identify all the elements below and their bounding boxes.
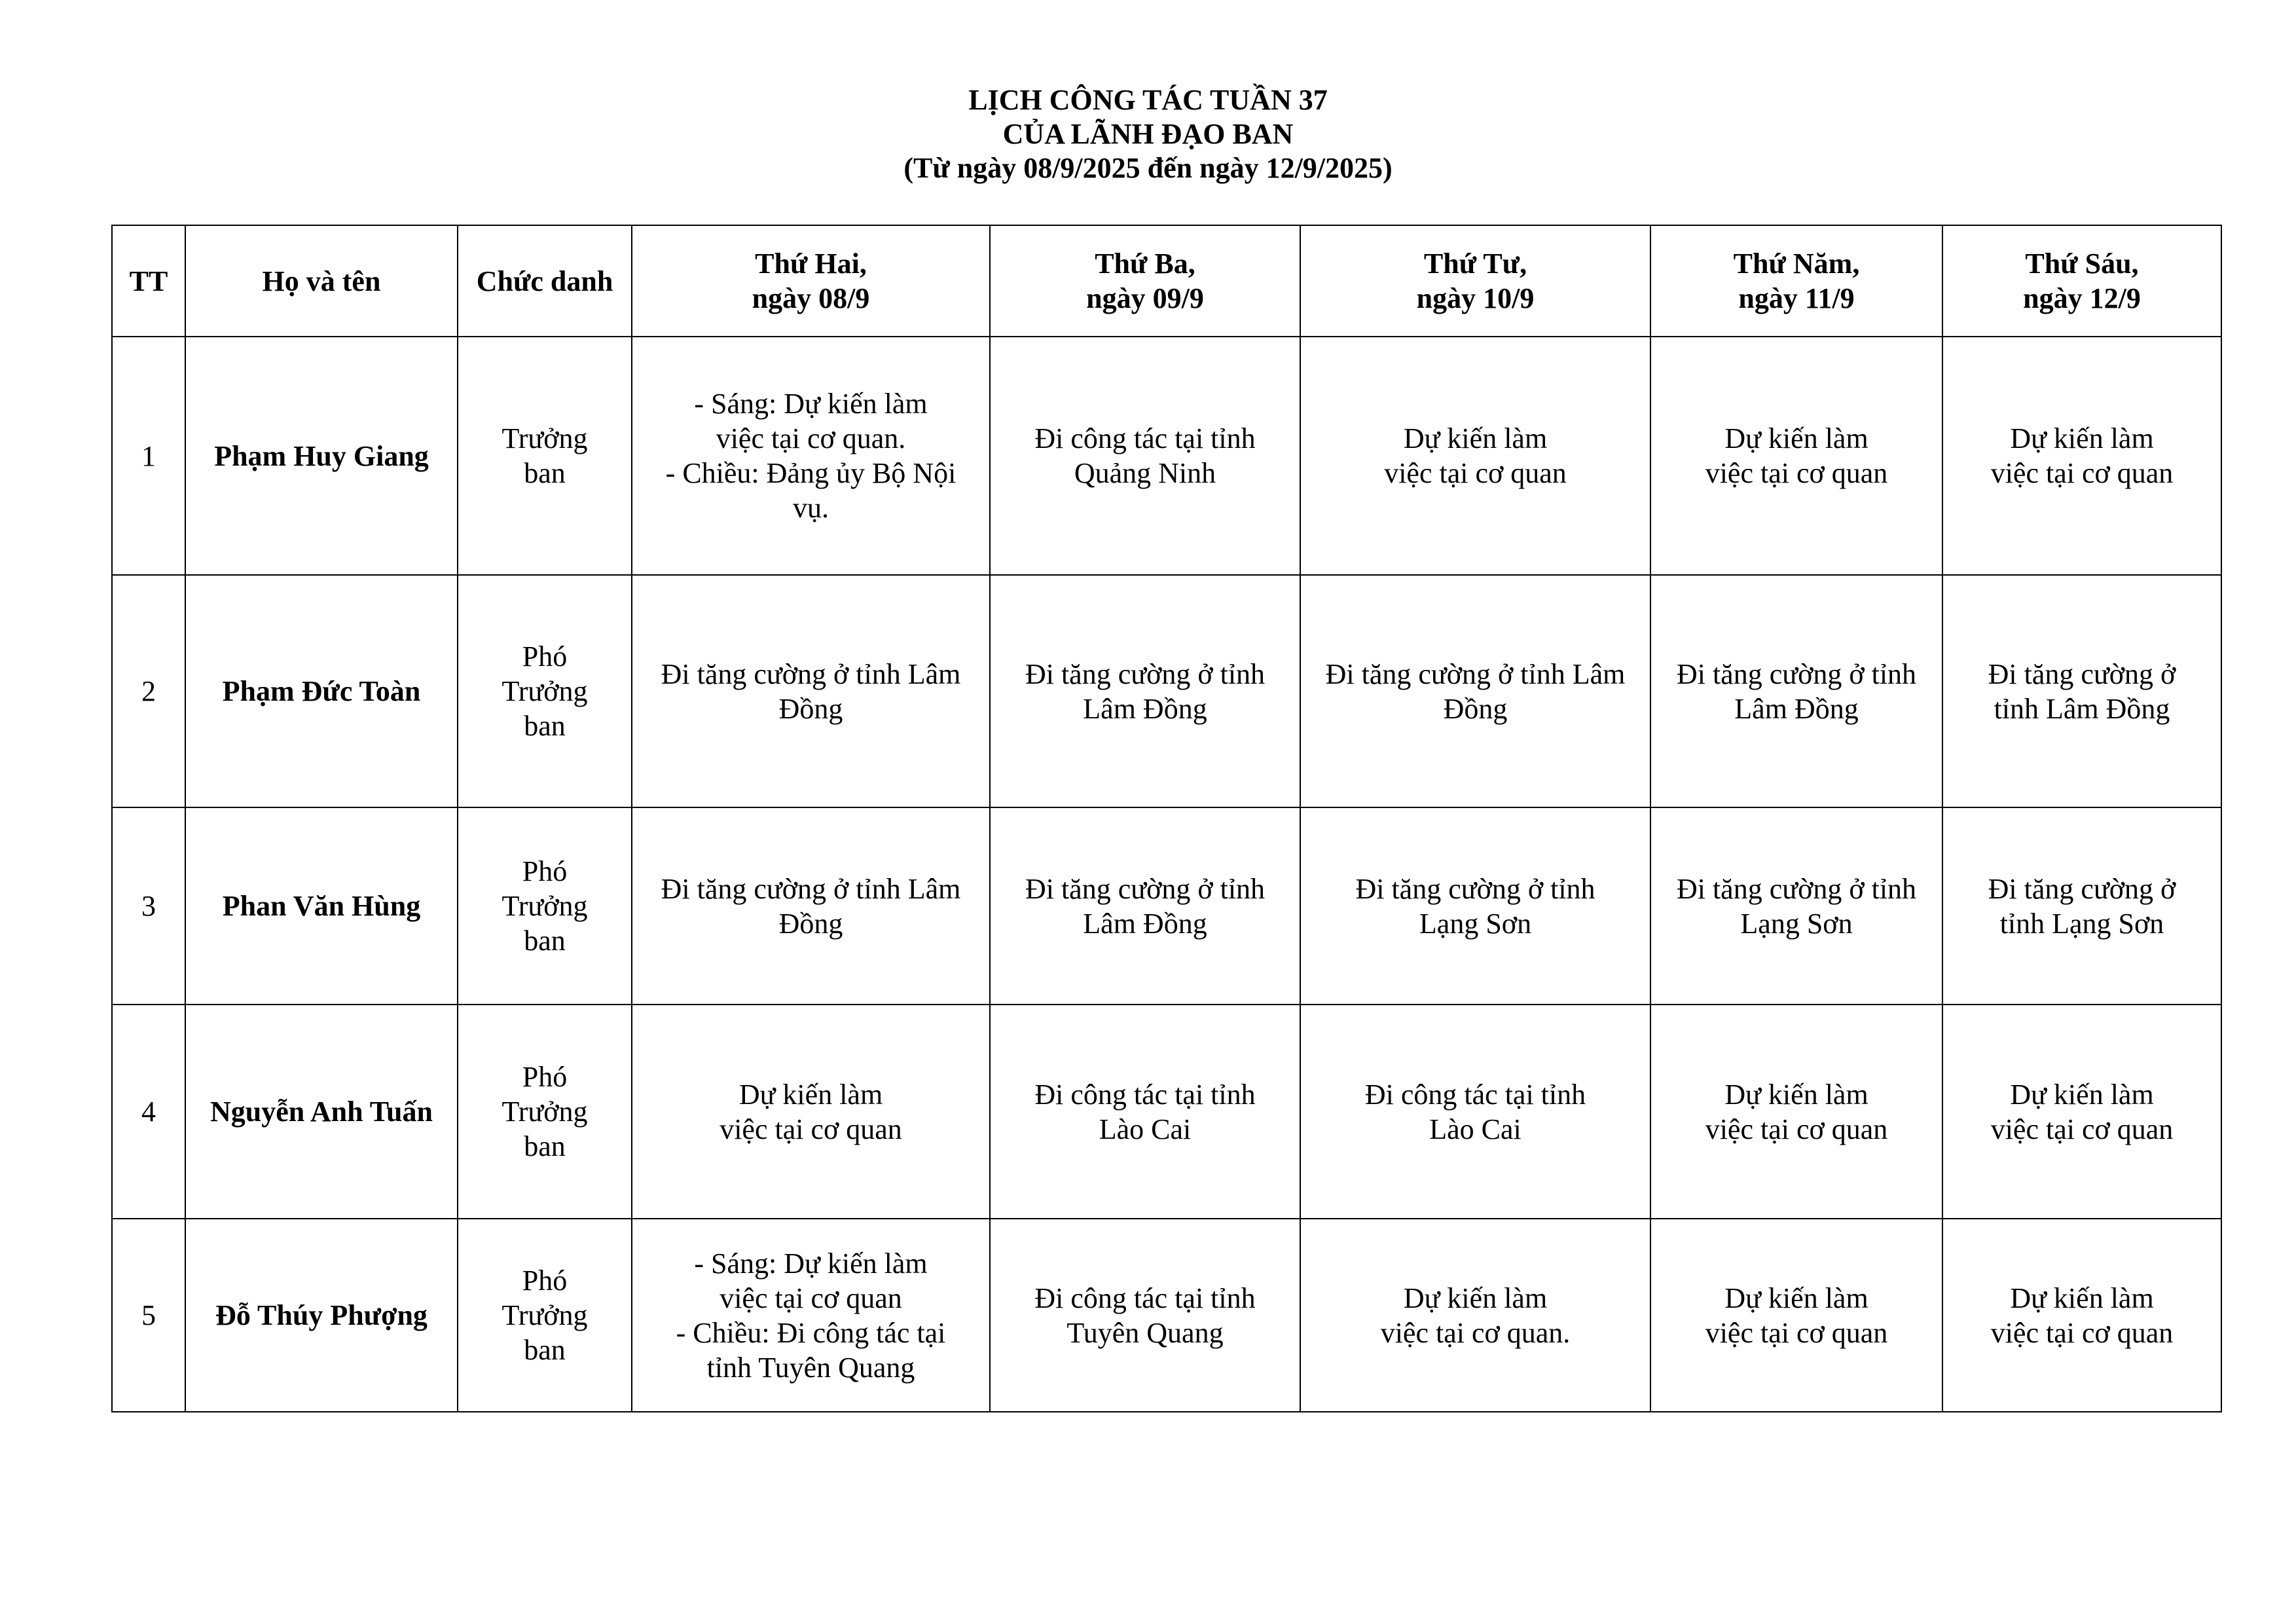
thursday-schedule: Dự kiến làm việc tại cơ quan [1650, 1219, 1942, 1412]
table-header-row [112, 225, 2221, 337]
document-title: LỊCH CÔNG TÁC TUẦN 37 [968, 84, 1328, 116]
position-title: Phó Trưởng ban [458, 575, 632, 807]
column-header-thursday: Thứ Năm, ngày 11/9 [1650, 225, 1942, 337]
column-header-monday: Thứ Hai, ngày 08/9 [632, 225, 990, 337]
row-number: 3 [112, 807, 185, 1005]
friday-schedule: Dự kiến làm việc tại cơ quan [1942, 1219, 2221, 1412]
position-title: Phó Trưởng ban [458, 807, 632, 1005]
tuesday-schedule: Đi công tác tại tỉnh Tuyên Quang [990, 1219, 1300, 1412]
row-number: 1 [112, 337, 185, 575]
thursday-schedule: Dự kiến làm việc tại cơ quan [1650, 337, 1942, 575]
document-header [0, 83, 2296, 185]
wednesday-schedule: Đi tăng cường ở tỉnh Lâm Đồng [1300, 575, 1650, 807]
column-header-tuesday: Thứ Ba, ngày 09/9 [990, 225, 1300, 337]
person-name: Phạm Huy Giang [185, 337, 458, 575]
monday-schedule: - Sáng: Dự kiến làm việc tại cơ quan. - Chiều: Đảng ủy Bộ Nội vụ. [632, 337, 990, 575]
row-number: 5 [112, 1219, 185, 1412]
thursday-schedule: Dự kiến làm việc tại cơ quan [1650, 1005, 1942, 1219]
monday-schedule: Dự kiến làm việc tại cơ quan [632, 1005, 990, 1219]
table-row [112, 807, 2221, 1005]
thursday-schedule: Đi tăng cường ở tỉnh Lạng Sơn [1650, 807, 1942, 1005]
schedule-table [111, 225, 2222, 1412]
tuesday-schedule: Đi tăng cường ở tỉnh Lâm Đồng [990, 807, 1300, 1005]
column-header-wednesday: Thứ Tư, ngày 10/9 [1300, 225, 1650, 337]
position-title: Phó Trưởng ban [458, 1219, 632, 1412]
date-range: (Từ ngày 08/9/2025 đến ngày 12/9/2025) [903, 152, 1393, 184]
person-name: Nguyễn Anh Tuấn [185, 1005, 458, 1219]
thursday-schedule: Đi tăng cường ở tỉnh Lâm Đồng [1650, 575, 1942, 807]
column-header-friday: Thứ Sáu, ngày 12/9 [1942, 225, 2221, 337]
table-row [112, 1005, 2221, 1219]
column-header-name: Họ và tên [185, 225, 458, 337]
table-row [112, 575, 2221, 807]
position-title: Trưởng ban [458, 337, 632, 575]
tuesday-schedule: Đi công tác tại tỉnh Lào Cai [990, 1005, 1300, 1219]
friday-schedule: Dự kiến làm việc tại cơ quan [1942, 1005, 2221, 1219]
friday-schedule: Đi tăng cường ở tỉnh Lạng Sơn [1942, 807, 2221, 1005]
document-subtitle: CỦA LÃNH ĐẠO BAN [1002, 118, 1294, 150]
person-name: Phan Văn Hùng [185, 807, 458, 1005]
friday-schedule: Dự kiến làm việc tại cơ quan [1942, 337, 2221, 575]
monday-schedule: - Sáng: Dự kiến làm việc tại cơ quan - Chiều: Đi công tác tại tỉnh Tuyên Quang [632, 1219, 990, 1412]
monday-schedule: Đi tăng cường ở tỉnh Lâm Đồng [632, 807, 990, 1005]
wednesday-schedule: Đi tăng cường ở tỉnh Lạng Sơn [1300, 807, 1650, 1005]
row-number: 2 [112, 575, 185, 807]
tuesday-schedule: Đi tăng cường ở tỉnh Lâm Đồng [990, 575, 1300, 807]
column-header-tt: TT [112, 225, 185, 337]
position-title: Phó Trưởng ban [458, 1005, 632, 1219]
monday-schedule: Đi tăng cường ở tỉnh Lâm Đồng [632, 575, 990, 807]
row-number: 4 [112, 1005, 185, 1219]
tuesday-schedule: Đi công tác tại tỉnh Quảng Ninh [990, 337, 1300, 575]
person-name: Đỗ Thúy Phượng [185, 1219, 458, 1412]
wednesday-schedule: Dự kiến làm việc tại cơ quan [1300, 337, 1650, 575]
person-name: Phạm Đức Toàn [185, 575, 458, 807]
table-row [112, 1219, 2221, 1412]
table-row [112, 337, 2221, 575]
column-header-title: Chức danh [458, 225, 632, 337]
wednesday-schedule: Đi công tác tại tỉnh Lào Cai [1300, 1005, 1650, 1219]
friday-schedule: Đi tăng cường ở tỉnh Lâm Đồng [1942, 575, 2221, 807]
wednesday-schedule: Dự kiến làm việc tại cơ quan. [1300, 1219, 1650, 1412]
